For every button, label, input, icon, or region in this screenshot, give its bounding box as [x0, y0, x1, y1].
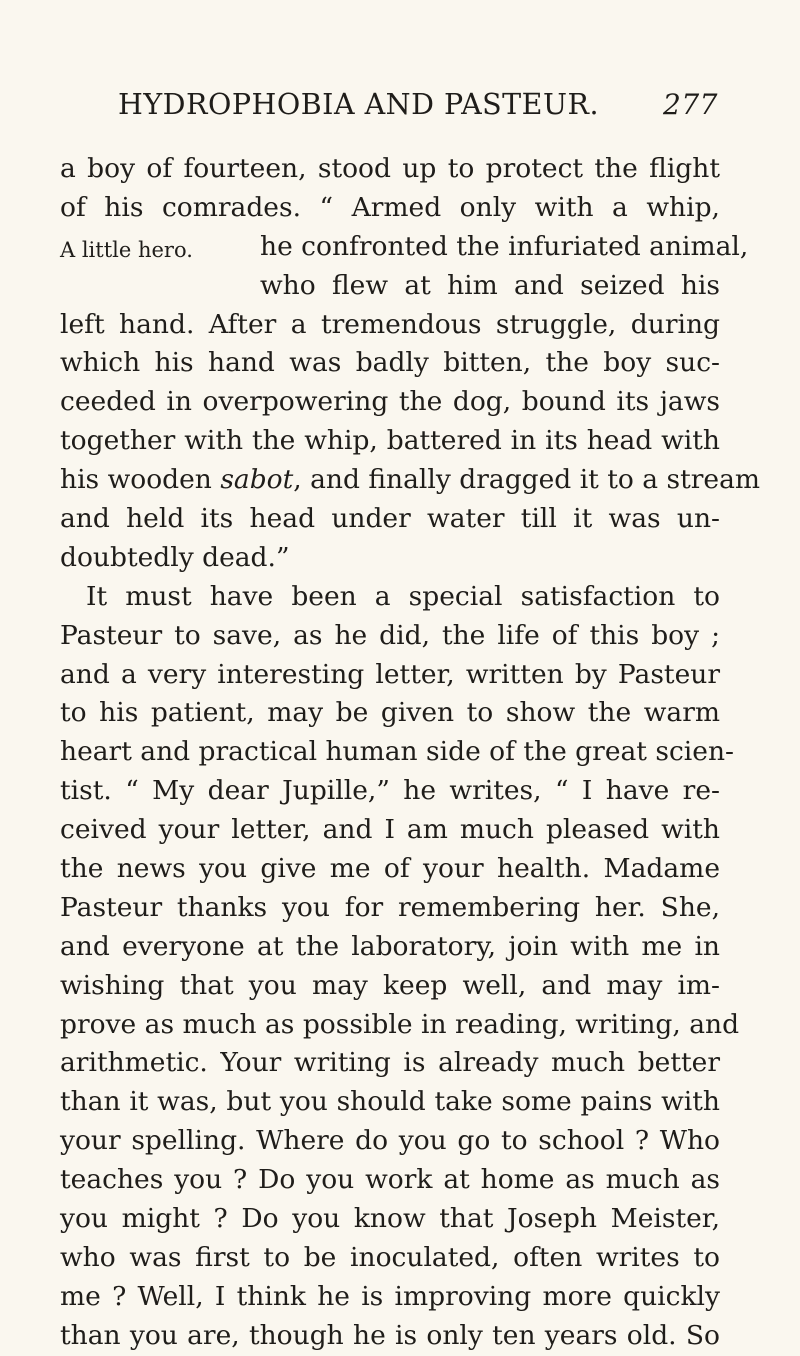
- text-line: wishing that you may keep well, and may im-: [60, 969, 720, 1001]
- text-fragment: his wooden: [60, 464, 212, 496]
- text-line: arithmetic. Your writing is already much better: [60, 1047, 720, 1079]
- text-line: It must have been a special satisfaction to: [86, 580, 720, 612]
- text-line: left hand. After a tremendous struggle, during: [60, 308, 720, 340]
- text-line: doubtedly dead.”: [60, 541, 290, 573]
- text-line: he confronted the infuriated animal,: [260, 230, 749, 262]
- text-line: a boy of fourteen, stood up to protect the flight: [60, 153, 720, 184]
- margin-note: A little hero.: [60, 238, 193, 262]
- text-line: heart and practical human side of the great scien-: [60, 736, 734, 768]
- text-line: tist. “ My dear Jupille,” he writes, “ I have re-: [60, 775, 720, 807]
- text-line: ceived your letter, and I am much pleased with: [60, 814, 720, 846]
- text-line: to his patient, may be given to show the warm: [60, 697, 720, 729]
- text-line: who was first to be inoculated, often writes to: [60, 1241, 720, 1273]
- running-head: [118, 88, 718, 121]
- text-line: than it was, but you should take some pains with: [60, 1086, 720, 1118]
- text-line: Pasteur to save, as he did, the life of this boy ;: [60, 619, 720, 651]
- text-line: prove as much as possible in reading, writing, and: [60, 1008, 740, 1040]
- text-fragment: , and finally dragged it to a stream: [293, 464, 761, 496]
- text-line: you might ? Do you know that Joseph Meister,: [60, 1203, 720, 1235]
- page-number: 277: [663, 88, 718, 121]
- text-line: Pasteur thanks you for remembering her. She,: [60, 891, 720, 923]
- text-line: ceeded in overpowering the dog, bound its jaws: [60, 386, 720, 418]
- text-line: of his comrades. “ Armed only with a whip,: [60, 191, 720, 223]
- text-line: and held its head under water till it was un-: [60, 503, 720, 535]
- text-line: and everyone at the laboratory, join with me in: [60, 930, 720, 962]
- text-line: together with the whip, battered in its head with: [60, 425, 720, 457]
- italic-word: sabot: [220, 464, 294, 496]
- text-line: [60, 461, 761, 500]
- text-line: your spelling. Where do you go to school ? Who: [60, 1125, 720, 1157]
- body-text: [60, 150, 761, 1356]
- text-line: than you are, though he is only ten years old. So: [60, 1319, 720, 1351]
- text-line: and a very interesting letter, written by Pasteur: [60, 658, 720, 690]
- page-header-title: HYDROPHOBIA AND PASTEUR.: [118, 88, 600, 121]
- text-line: teaches you ? Do you work at home as much as: [60, 1164, 720, 1196]
- text-line: the news you give me of your health. Madame: [60, 853, 720, 885]
- text-line: me ? Well, I think he is improving more quickly: [60, 1280, 720, 1312]
- text-line: who flew at him and seized his: [260, 269, 720, 301]
- text-line: which his hand was badly bitten, the boy suc-: [60, 347, 720, 379]
